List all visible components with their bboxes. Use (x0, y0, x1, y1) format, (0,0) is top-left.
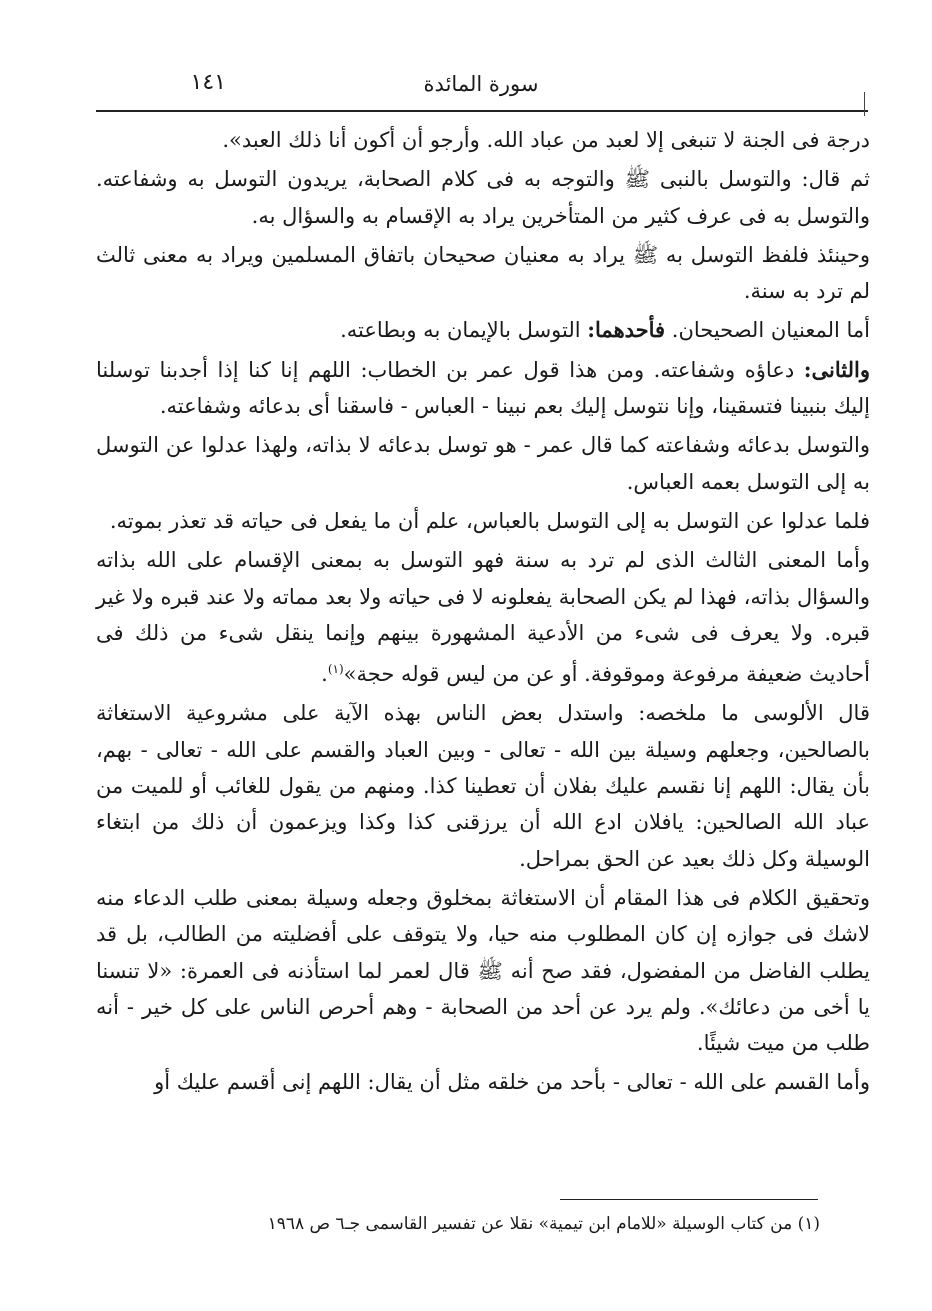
page-number: ١٤١ (190, 70, 226, 95)
header-rule (96, 110, 868, 112)
bold-term: والثانى: (803, 356, 870, 382)
bold-term: فأحدهما: (587, 317, 666, 343)
footnote-rule (560, 1199, 818, 1200)
paragraph: وتحقيق الكلام فى هذا المقام أن الاستغاثة بمخلوق وجعله وسيلة بمعنى طلب الدعاء منه لاشك فى جوازه إن كان المطلوب منه حيا، ولا يتوقف على أفضليته من الطالب، بل قد يطلب الفاضل من المفضول، فقد صح أنه ﷺ قال لعمر لما استأذنه فى العمرة: «لا تنسنا يا أخى من دعائك». ولم يرد عن أحد من الصحابة - وهم أحرص الناس على كل خير - أنه طلب من ميت شيئًا. (96, 885, 870, 1056)
paragraph: والثانى: دعاؤه وشفاعته. ومن هذا قول عمر بن الخطاب: اللهم إنا كنا إذا أجدبنا توسلنا إليك بنبينا فتسقينا، وإنا نتوسل إليك بعم نبينا - العباس - فاسقنا أى بدعائه وشفاعته. (96, 356, 870, 419)
paragraph: فلما عدلوا عن التوسل به إلى التوسل بالعباس، علم أن ما يفعل فى حياته قد تعذر بموته. (109, 508, 870, 533)
paragraph: ثم قال: والتوسل بالنبى ﷺ والتوجه به فى كلام الصحابة، يريدون التوسل به وشفاعته. والتوسل به فى عرف كثير من المتأخرين يراد به الإقسام به والسؤال به. (96, 167, 870, 228)
paragraph: قال الألوسى ما ملخصه: واستدل بعض الناس بهذه الآية على مشروعية الاستغاثة بالصالحين، وجعلهم وسيلة بين الله - تعالى - وبين العباد والقسم على الله - تعالى - بهم، بأن يقال: اللهم إنا نقسم عليك بفلان أن تعطينا كذا. ومنهم من يقول للغائب أو للميت من عباد الله الصالحين: يافلان ادع الله أن يرزقنى كذا وكذا ويزعمون أن ذلك من ابتغاء الوسيلة وكل ذلك بعيد عن الحق بمراحل. (96, 701, 870, 871)
page-header (96, 66, 866, 100)
paragraph: والتوسل بدعائه وشفاعته كما قال عمر - هو توسل بدعائه لا بذاته، ولهذا عدلوا عن التوسل به إلى التوسل بعمه العباس. (96, 433, 870, 494)
paragraph: درجة فى الجنة لا تنبغى إلا لعبد من عباد الله. وأرجو أن أكون أنا ذلك العبد». (222, 128, 870, 152)
header-margin-tick (864, 92, 865, 116)
running-title: سورة المائدة (423, 72, 539, 96)
footnote-marker[interactable]: (١) (327, 662, 344, 677)
paragraph: أما المعنيان الصحيحان. فأحدهما: التوسل بالإيمان به وبطاعته. (340, 317, 870, 343)
footnote: (١) من كتاب الوسيلة «للامام ابن تيمية» نقلا عن تفسير القاسمى جـ٦ ص ١٩٦٨ (267, 1214, 820, 1234)
paragraph: وأما القسم على الله - تعالى - بأحد من خلقه مثل أن يقال: اللهم إنى أقسم عليك أو (154, 1070, 870, 1095)
paragraph: وحينئذ فلفظ التوسل به ﷺ يراد به معنيان صحيحان باتفاق المسلمين ويراد به معنى ثالث لم ترد به سنة. (96, 242, 870, 304)
paragraph: وأما المعنى الثالث الذى لم ترد به سنة فهو التوسل به بمعنى الإقسام على الله بذاته والسؤال بذاته، فهذا لم يكن الصحابة يفعلونه لا فى حياته ولا بعد مماته ولا عند قبره ولا غير قبره. ولا يعرف فى شىء من الأدعية المشهورة بينهم وإنما ينقل شىء من ذلك فى أحاديث ضعيفة مرفوعة وموقوفة. أو عن من ليس قوله حجة»$^{(١)}$. (96, 548, 870, 687)
main-text (96, 122, 870, 1101)
